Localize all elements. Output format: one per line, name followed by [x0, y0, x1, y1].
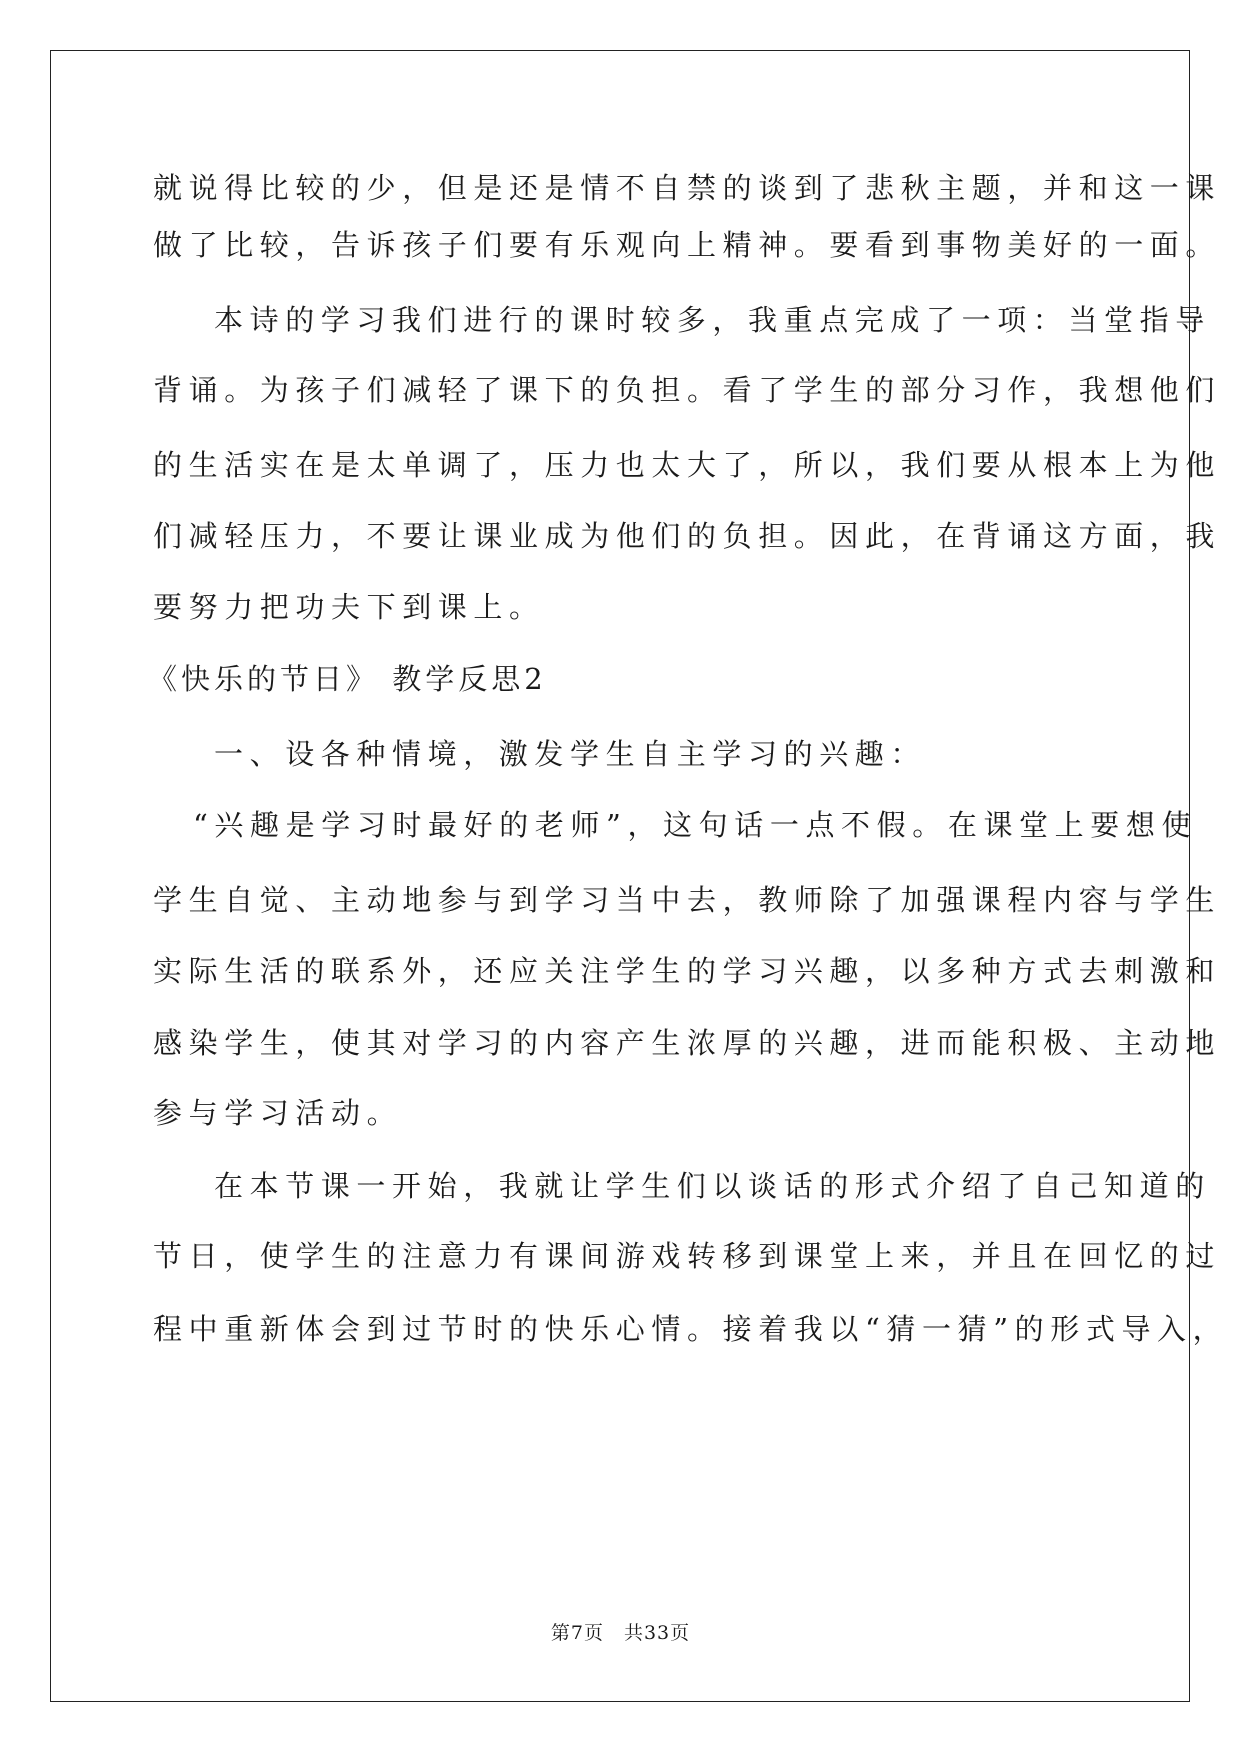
paragraph2-line-5: 要努力把功夫下到课上。: [153, 590, 545, 624]
paragraph1-line-2: 做了比较，告诉孩子们要有乐观向上精神。要看到事物美好的一面。: [153, 228, 1222, 262]
paragraph4-line-3: 程中重新体会到过节时的快乐心情。接着我以“猜一猜”的形式导入，: [153, 1312, 1229, 1346]
paragraph3-line-1: “兴趣是学习时最好的老师”，这句话一点不假。在课堂上要想使: [193, 808, 1198, 842]
page-border: [50, 50, 1190, 1702]
paragraph2-line-4: 们减轻压力，不要让课业成为他们的负担。因此，在背诵这方面，我: [153, 519, 1222, 553]
paragraph3-line-2: 学生自觉、主动地参与到学习当中去，教师除了加强课程内容与学生: [153, 883, 1222, 917]
page-number-footer: 第7页 共33页: [550, 1622, 691, 1644]
paragraph1-line-1: 就说得比较的少，但是还是情不自禁的谈到了悲秋主题，并和这一课: [153, 171, 1222, 205]
paragraph4-line-1: 在本节课一开始，我就让学生们以谈话的形式介绍了自己知道的: [214, 1169, 1211, 1203]
paragraph3-line-3: 实际生活的联系外，还应关注学生的学习兴趣，以多种方式去刺激和: [153, 954, 1222, 988]
section-heading: 《快乐的节日》 教学反思2: [148, 662, 547, 696]
subheading: 一、设各种情境，激发学生自主学习的兴趣：: [214, 737, 927, 771]
paragraph2-line-2: 背诵。为孩子们减轻了课下的负担。看了学生的部分习作，我想他们: [153, 373, 1222, 407]
paragraph4-line-2: 节日，使学生的注意力有课间游戏转移到课堂上来，并且在回忆的过: [153, 1239, 1222, 1273]
paragraph3-line-5: 参与学习活动。: [153, 1096, 403, 1130]
paragraph3-line-4: 感染学生，使其对学习的内容产生浓厚的兴趣，进而能积极、主动地: [153, 1026, 1222, 1060]
paragraph2-line-1: 本诗的学习我们进行的课时较多，我重点完成了一项：当堂指导: [214, 303, 1211, 337]
paragraph2-line-3: 的生活实在是太单调了，压力也太大了，所以，我们要从根本上为他: [153, 448, 1222, 482]
